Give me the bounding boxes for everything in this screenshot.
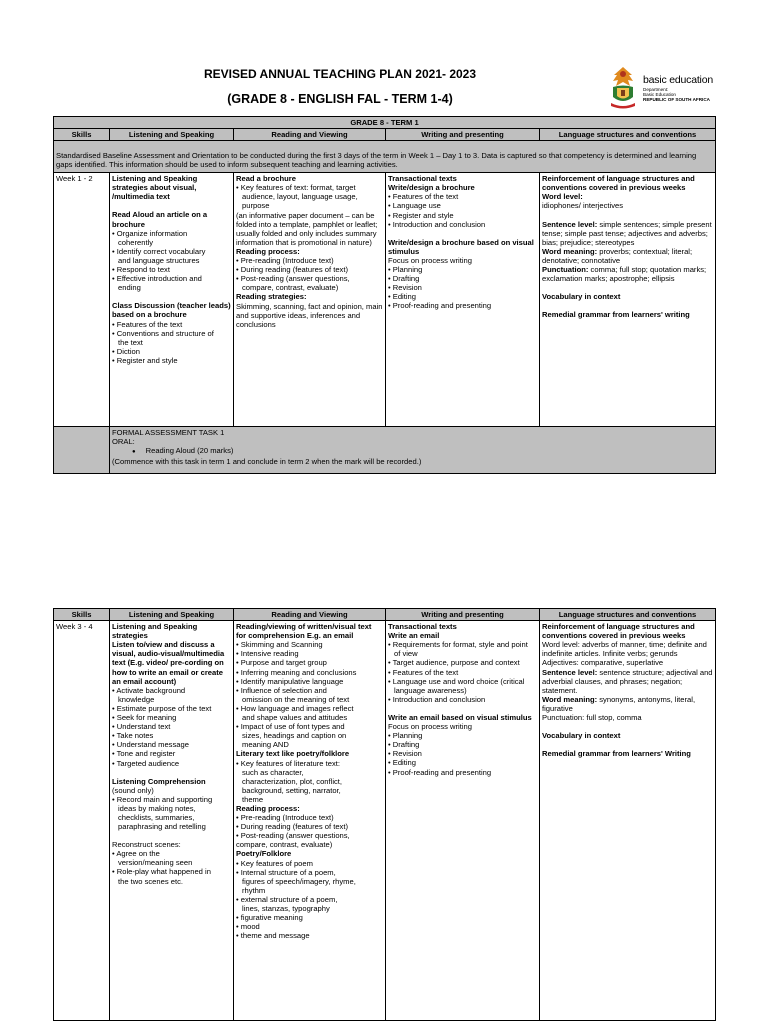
coat-of-arms-icon <box>608 65 638 111</box>
cell-line: compare, contrast, evaluate) <box>242 283 339 293</box>
cell-line <box>388 229 537 238</box>
cell-line: • Internal structure of a poem, <box>236 867 336 877</box>
cell-line: • Features of the text <box>388 192 459 202</box>
cell-line: Read Aloud an article on a brochure <box>112 210 208 229</box>
cell-line: Write/design a brochure based on visual stimulus <box>388 237 534 256</box>
cell-line-text: proverbs; contextual; literal; denotative; connotative <box>542 246 693 265</box>
cell-line: • Diction <box>112 346 140 356</box>
cell-line: Skimming, scanning, fact and opinion, main and supportive ideas, inferences and conclusions <box>236 301 383 329</box>
assessment-blank <box>54 427 110 474</box>
cell-line: • Seek for meaning <box>112 713 177 723</box>
cell-line: • mood <box>236 922 260 932</box>
cell-line: • Register and style <box>388 210 454 220</box>
cell-line: • Editing <box>388 758 416 768</box>
cell-line: • Inferring meaning and conclusions <box>236 667 357 677</box>
cell-line: Read a brochure <box>236 174 296 184</box>
cell-line: • Agree on the <box>112 849 160 859</box>
cell-line: Word level: adverbs of manner, time; definite and indefinite articles. Infinite verbs; gerunds <box>542 640 707 659</box>
assessment-note: (Commence with this task in term 1 and conclude in term 2 when the mark will be recorded.) <box>112 457 422 467</box>
term-1-weeks-3-4-table <box>53 608 716 1021</box>
cell-line: figures of speech/imagery, rhyme, <box>242 876 356 886</box>
cell-line: • Effective introduction and <box>112 274 202 284</box>
cell-line-heading: Sentence level: <box>542 219 598 229</box>
cell-line: • Take notes <box>112 731 154 741</box>
writing-cell <box>386 173 540 427</box>
cell-line: Reinforcement of language structures and conventions covered in previous weeks <box>542 174 695 193</box>
cell-line: coherently <box>118 237 154 247</box>
cell-line: • Tone and register <box>112 749 176 759</box>
cell-line <box>542 247 713 265</box>
cell-line: the text <box>118 337 143 347</box>
page-subtitle: (GRADE 8 - ENGLISH FAL - TERM 1-4) <box>227 92 453 106</box>
cell-line: • During reading (features of text) <box>236 822 348 832</box>
cell-line: Adjectives: comparative, superlative <box>542 658 664 668</box>
col-skills: Skills <box>54 129 110 141</box>
cell-line: Listen to/view and discuss a visual, audio-visual/multimedia text (E.g. video/ pre-cording on how to write an email or create an email account) <box>112 640 225 686</box>
cell-line: • Planning <box>388 265 423 275</box>
cell-line: characterization, plot, conflict, <box>242 776 343 786</box>
writing-cell <box>386 621 540 1021</box>
cell-line: knowledge <box>118 694 155 704</box>
col-reading: Reading and Viewing <box>234 609 386 621</box>
cell-line: Transactional texts <box>388 622 457 632</box>
cell-line: • Identify correct vocabulary <box>112 246 206 256</box>
cell-line: • Respond to text <box>112 265 170 275</box>
cell-line: ideas by making notes, <box>118 803 196 813</box>
page-title: REVISED ANNUAL TEACHING PLAN 2021- 2023 <box>203 67 477 81</box>
cell-line <box>542 220 713 247</box>
cell-line: checklists, summaries, <box>118 812 195 822</box>
baseline-note: Standardised Baseline Assessment and Orientation to be conducted during the first 3 days of the term in Week 1 – Day 1 to 3. Data is captured so that competency is determined and learning gaps identified. This information should be used to inform subsequent teaching and learning activities. <box>54 141 716 173</box>
cell-line: Reading process: <box>236 246 300 256</box>
cell-line: ending <box>118 283 141 293</box>
cell-line: • Key features of poem <box>236 858 313 868</box>
cell-line: Vocabulary in context <box>542 731 621 741</box>
cell-line: • Introduction and conclusion <box>388 694 486 704</box>
cell-line: • Post-reading (answer questions, <box>236 831 350 841</box>
term-1-weeks-1-2-table <box>53 116 716 474</box>
cell-line: of view <box>394 649 418 659</box>
col-listening: Listening and Speaking <box>110 609 234 621</box>
cell-line: • Identify manipulative language <box>236 676 344 686</box>
logo-name: basic education <box>643 74 713 86</box>
cell-line-text: sentence structure; adjectival and adverbial clauses, and phrases; negation; statement. <box>542 667 713 695</box>
cell-line: • Activate background <box>112 685 186 695</box>
cell-line: rhythm <box>242 885 266 895</box>
week-label: Week 3 - 4 <box>54 621 110 1021</box>
cell-line: language awareness) <box>394 685 467 695</box>
cell-line <box>542 722 713 731</box>
cell-line: Word level: <box>542 192 583 202</box>
cell-line: • Language use <box>388 201 441 211</box>
assessment-title: FORMAL ASSESSMENT TASK 1 <box>112 428 225 438</box>
cell-line: Reconstruct scenes: <box>112 840 181 850</box>
col-language: Language structures and conventions <box>540 129 716 141</box>
cell-line: • theme and message <box>236 931 310 941</box>
language-cell <box>540 173 716 427</box>
cell-line <box>542 740 713 749</box>
cell-line <box>112 831 231 840</box>
cell-line: Reading/viewing of written/visual text for comprehension E.g. an email <box>236 622 372 641</box>
cell-line: sizes, headings and caption on <box>242 731 347 741</box>
cell-line: idiophones/ interjectives <box>542 201 624 211</box>
reading-cell <box>234 621 386 1021</box>
grade-term-heading: GRADE 8 - TERM 1 <box>54 117 716 129</box>
cell-line-heading: Word meaning: <box>542 246 598 256</box>
cell-line <box>542 265 713 283</box>
cell-line-heading: Punctuation: <box>542 265 589 275</box>
cell-line <box>542 301 713 310</box>
cell-line: • Key features of literature text: <box>236 758 340 768</box>
cell-line: • Revision <box>388 283 422 293</box>
cell-line-text: simple sentences; simple present tense; simple past tense; adjectives and adverbs; bias; prejudice; stereotypes <box>542 219 712 247</box>
cell-line: Punctuation: full stop, comma <box>542 713 642 723</box>
cell-line <box>542 283 713 292</box>
cell-line: Listening and Speaking strategies about visual, /multimedia text <box>112 174 198 202</box>
cell-line: • During reading (features of text) <box>236 265 348 275</box>
cell-line: Write an email based on visual stimulus <box>388 712 532 722</box>
cell-line-text: synonyms, antonyms, literal, figurative <box>542 694 696 713</box>
cell-line: • How language and images reflect <box>236 703 354 713</box>
cell-line: • Planning <box>388 731 423 741</box>
cell-line: • Record main and supporting <box>112 794 213 804</box>
cell-line: • Requirements for format, style and point <box>388 640 528 650</box>
cell-line: Remedial grammar from learners' Writing <box>542 749 691 759</box>
cell-line: • external structure of a poem, <box>236 894 338 904</box>
col-language: Language structures and conventions <box>540 609 716 621</box>
cell-line: • Language use and word choice (critical <box>388 676 525 686</box>
cell-line: • Post-reading (answer questions, <box>236 274 350 284</box>
cell-line: background, setting, narrator, <box>242 785 341 795</box>
cell-line: Transactional texts <box>388 174 457 184</box>
cell-line: • Conventions and structure of <box>112 328 214 338</box>
assessment-item: ● Reading Aloud (20 marks) <box>112 446 713 457</box>
week-label: Week 1 - 2 <box>54 173 110 427</box>
reading-cell <box>234 173 386 427</box>
cell-line: • Intensive reading <box>236 649 299 659</box>
col-skills: Skills <box>54 609 110 621</box>
cell-line: • Skimming and Scanning <box>236 640 323 650</box>
cell-line: Reading strategies: <box>236 292 307 302</box>
cell-line <box>112 768 231 777</box>
cell-line <box>542 211 713 220</box>
cell-line: meaning AND <box>242 740 289 750</box>
cell-line: • Role-play what happened in <box>112 867 211 877</box>
cell-line <box>112 292 231 301</box>
cell-line: • Targeted audience <box>112 758 180 768</box>
cell-line: • Proof-reading and presenting <box>388 301 492 311</box>
assessment-cell <box>110 427 716 474</box>
cell-line: • Influence of selection and <box>236 685 327 695</box>
cell-line: audience, layout, language usage, <box>242 192 358 202</box>
cell-line: Focus on process writing <box>388 722 472 732</box>
cell-line: Class Discussion (teacher leads) based on a brochure <box>112 301 231 320</box>
logo-line-2: Basic Education <box>643 92 676 97</box>
col-reading: Reading and Viewing <box>234 129 386 141</box>
cell-line: • Target audience, purpose and context <box>388 658 520 668</box>
cell-line-heading: Word meaning: <box>542 694 598 704</box>
cell-line: • Proof-reading and presenting <box>388 767 492 777</box>
cell-line: • Organize information <box>112 228 188 238</box>
cell-line: Listening Comprehension <box>112 776 206 786</box>
cell-line: Poetry/Folklore <box>236 849 292 859</box>
cell-line: omission on the meaning of text <box>242 694 350 704</box>
cell-line: such as character, <box>242 767 304 777</box>
cell-line: • Features of the text <box>388 667 459 677</box>
cell-line: Vocabulary in context <box>542 292 621 302</box>
cell-line-heading: Sentence level: <box>542 667 598 677</box>
cell-line: • Understand text <box>112 722 171 732</box>
cell-line: • Key features of text: format, target <box>236 183 356 193</box>
cell-line: Listening and Speaking strategies <box>112 622 198 641</box>
cell-line <box>542 668 713 695</box>
cell-line: • Drafting <box>388 740 420 750</box>
cell-line: and shape values and attitudes <box>242 713 348 723</box>
cell-line: and language structures <box>118 255 200 265</box>
cell-line: • Pre-reading (Introduce text) <box>236 256 334 266</box>
cell-line: Write/design a brochure <box>388 183 475 193</box>
cell-line: • Features of the text <box>112 319 183 329</box>
cell-line: Reading process: <box>236 803 300 813</box>
cell-line: compare, contrast, evaluate) <box>236 840 333 850</box>
cell-line <box>388 704 537 713</box>
cell-line: version/meaning seen <box>118 858 193 868</box>
col-writing: Writing and presenting <box>386 609 540 621</box>
logo-line-1: Department: <box>643 87 669 92</box>
cell-line: • Drafting <box>388 274 420 284</box>
listening-cell <box>110 621 234 1021</box>
cell-line: the two scenes etc. <box>118 876 184 886</box>
cell-line: • Pre-reading (Introduce text) <box>236 813 334 823</box>
logo-line-3: REPUBLIC OF SOUTH AFRICA <box>643 97 710 102</box>
language-cell <box>540 621 716 1021</box>
cell-line: • Impact of use of font types and <box>236 722 345 732</box>
cell-line: • figurative meaning <box>236 913 303 923</box>
cell-line: • Editing <box>388 292 416 302</box>
cell-line: • Understand message <box>112 740 189 750</box>
cell-line: Focus on process writing <box>388 255 472 265</box>
cell-line <box>112 201 231 210</box>
cell-line: (sound only) <box>112 785 154 795</box>
cell-line: • Purpose and target group <box>236 658 327 668</box>
cell-line: • Revision <box>388 749 422 759</box>
col-listening: Listening and Speaking <box>110 129 234 141</box>
cell-line: • Register and style <box>112 355 178 365</box>
listening-cell <box>110 173 234 427</box>
cell-line: Literary text like poetry/folklore <box>236 749 350 759</box>
col-writing: Writing and presenting <box>386 129 540 141</box>
cell-line: paraphrasing and retelling <box>118 822 206 832</box>
cell-line: purpose <box>242 201 270 211</box>
department-logo <box>608 65 718 113</box>
cell-line: • Estimate purpose of the text <box>112 703 212 713</box>
cell-line: Write an email <box>388 631 440 641</box>
cell-line-text: comma; full stop; quotation marks; exclamation marks; apostrophe; ellipsis <box>542 265 707 284</box>
cell-line: theme <box>242 794 264 804</box>
cell-line: • Introduction and conclusion <box>388 219 486 229</box>
cell-line: lines, stanzas, typography <box>242 904 330 913</box>
cell-line: Reinforcement of language structures and conventions covered in previous weeks <box>542 622 695 641</box>
cell-line: Remedial grammar from learners' writing <box>542 310 690 320</box>
assessment-oral: ORAL: <box>112 437 135 447</box>
cell-line: (an informative paper document – can be folded into a template, pamphlet or leaflet; usually folded and only includes summary information that is promotional in nature) <box>236 210 378 247</box>
cell-line <box>542 695 713 713</box>
